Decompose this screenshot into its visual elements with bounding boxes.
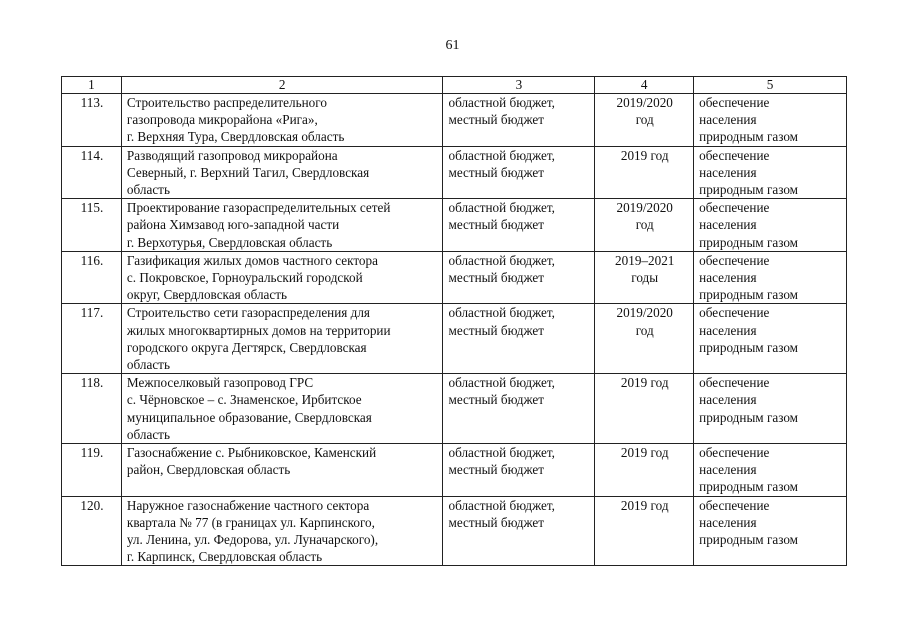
row-number: 120. — [62, 496, 122, 566]
row-number: 113. — [62, 94, 122, 147]
row-number: 115. — [62, 199, 122, 252]
project-goal: обеспечение населения природным газом — [694, 496, 847, 566]
column-header-2: 2 — [121, 77, 443, 94]
table-row — [62, 199, 847, 252]
project-goal: обеспечение населения природным газом — [694, 444, 847, 497]
funding-source: областной бюджет, местный бюджет — [443, 304, 595, 374]
project-name: Проектирование газораспределительных сетей района Химзавод юго-западной части г. Верхотурья, Свердловская область — [121, 199, 443, 252]
project-name: Строительство сети газораспределения для жилых многоквартирных домов на территории городского округа Дегтярск, Свердловская область — [121, 304, 443, 374]
column-header-1: 1 — [62, 77, 122, 94]
table-row — [62, 251, 847, 304]
table-row — [62, 374, 847, 444]
gasification-table — [61, 76, 847, 566]
implementation-period: 2019 год — [595, 444, 694, 497]
column-header-5: 5 — [694, 77, 847, 94]
funding-source: областной бюджет, местный бюджет — [443, 251, 595, 304]
project-goal: обеспечение населения природным газом — [694, 146, 847, 199]
table-row — [62, 304, 847, 374]
funding-source: областной бюджет, местный бюджет — [443, 199, 595, 252]
funding-source: областной бюджет, местный бюджет — [443, 146, 595, 199]
project-name: Строительство распределительного газопровода микрорайона «Рига», г. Верхняя Тура, Свердловская область — [121, 94, 443, 147]
implementation-period: 2019 год — [595, 146, 694, 199]
project-name: Разводящий газопровод микрорайона Северный, г. Верхний Тагил, Свердловская область — [121, 146, 443, 199]
table-row — [62, 94, 847, 147]
project-goal: обеспечение населения природным газом — [694, 94, 847, 147]
row-number: 118. — [62, 374, 122, 444]
project-name: Газоснабжение с. Рыбниковское, Каменский район, Свердловская область — [121, 444, 443, 497]
funding-source: областной бюджет, местный бюджет — [443, 496, 595, 566]
table-row — [62, 496, 847, 566]
implementation-period: 2019–2021 годы — [595, 251, 694, 304]
funding-source: областной бюджет, местный бюджет — [443, 94, 595, 147]
project-goal: обеспечение населения природным газом — [694, 199, 847, 252]
project-name: Газификация жилых домов частного сектора с. Покровское, Горноуральский городской округ, Свердловская область — [121, 251, 443, 304]
project-name: Межпоселковый газопровод ГРС с. Чёрновское – с. Знаменское, Ирбитское муниципальное образование, Свердловская область — [121, 374, 443, 444]
funding-source: областной бюджет, местный бюджет — [443, 444, 595, 497]
project-name: Наружное газоснабжение частного сектора квартала № 77 (в границах ул. Карпинского, ул. Ленина, ул. Федорова, ул. Луначарского), г. Карпинск, Свердловская область — [121, 496, 443, 566]
row-number: 116. — [62, 251, 122, 304]
column-header-3: 3 — [443, 77, 595, 94]
row-number: 114. — [62, 146, 122, 199]
page-number: 61 — [445, 38, 460, 53]
row-number: 119. — [62, 444, 122, 497]
project-goal: обеспечение населения природным газом — [694, 304, 847, 374]
implementation-period: 2019/2020 год — [595, 94, 694, 147]
implementation-period: 2019/2020 год — [595, 199, 694, 252]
project-goal: обеспечение населения природным газом — [694, 374, 847, 444]
implementation-period: 2019 год — [595, 496, 694, 566]
column-header-4: 4 — [595, 77, 694, 94]
row-number: 117. — [62, 304, 122, 374]
implementation-period: 2019 год — [595, 374, 694, 444]
implementation-period: 2019/2020 год — [595, 304, 694, 374]
project-goal: обеспечение населения природным газом — [694, 251, 847, 304]
table-row — [62, 146, 847, 199]
header-row — [62, 77, 847, 94]
funding-source: областной бюджет, местный бюджет — [443, 374, 595, 444]
table-row — [62, 444, 847, 497]
